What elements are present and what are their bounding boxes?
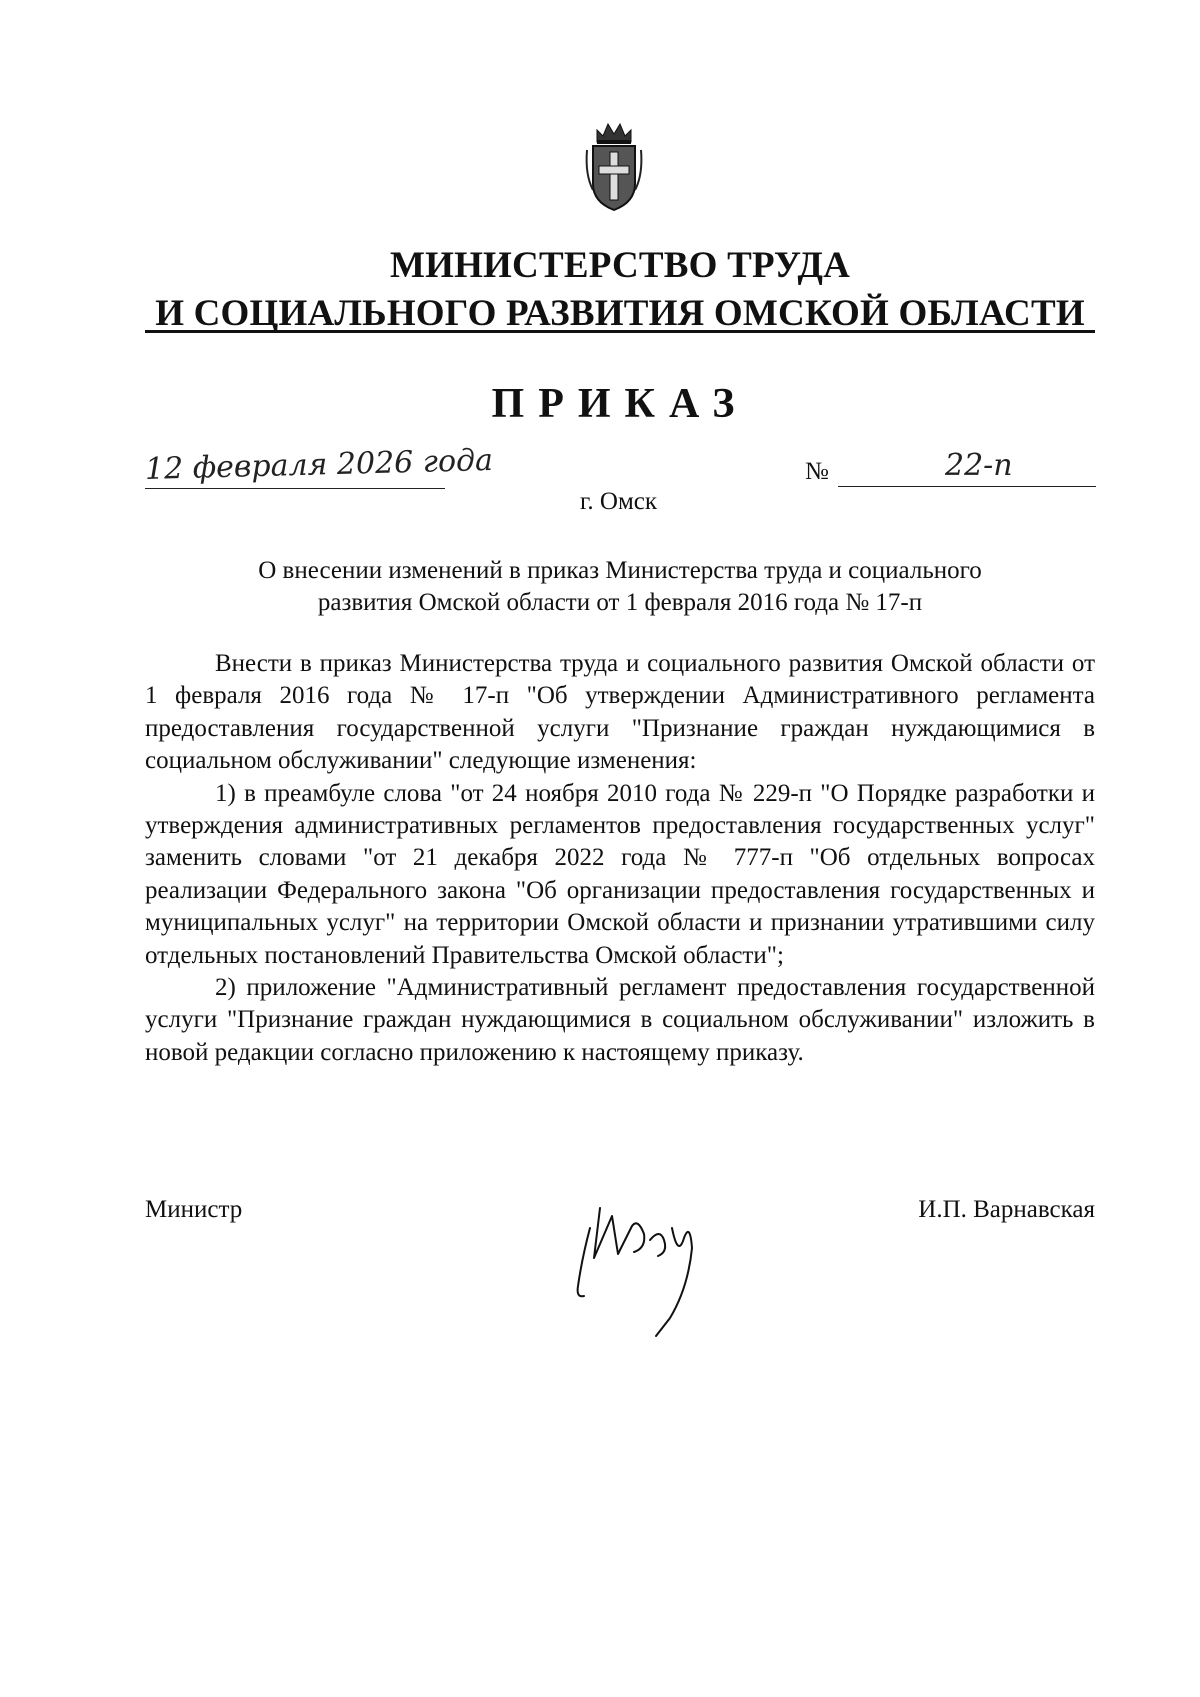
body-paragraph: Внести в приказ Министерства труда и социального развития Омской области от 1 февраля 2016 года № 17-п "Об утверждении Административного регламента предоставления государственной услуги "Признание граждан нуждающимися в социальном обслуживании" следующие изменения: <box>145 650 1095 775</box>
document-body <box>145 648 1095 1069</box>
signer-title: Министр <box>145 1196 243 1223</box>
subject-line-2: развития Омской области от 1 февраля 2016 года № 17-п <box>317 589 923 616</box>
document-subject <box>190 555 1050 619</box>
handwritten-number: 22-п <box>945 448 1013 483</box>
handwritten-date: 12 февраля 2026 года <box>144 442 494 487</box>
body-paragraph: 1) в преамбуле слова "от 24 ноября 2010 года № 229-п "О Порядке разработки и утверждения административных регламентов предоставления государственных услуг" заменить словами "от 21 декабря 2022 года № 777-п "Об отдельных вопросах реализации Федерального закона "Об организации предоставления государственных и муниципальных услуг" на территории Омской области и признании утратившими силу отдельных постановлений Правительства Омской области"; <box>145 779 1095 969</box>
date-underline <box>145 488 445 489</box>
header-divider <box>145 330 1095 333</box>
number-underline <box>838 486 1096 487</box>
number-label: № <box>805 458 829 485</box>
body-paragraph: 2) приложение "Административный регламент предоставления государственной услуги "Признание граждан нуждающимися в социальном обслуживании" изложить в новой редакции согласно приложению к настоящему приказу. <box>145 974 1095 1066</box>
handwritten-signature-icon <box>560 1168 730 1338</box>
subject-line-1: О внесении изменений в приказ Министерства труда и социального <box>258 557 982 584</box>
city: г. Омск <box>580 488 658 515</box>
signer-name: И.П. Варнавская <box>918 1196 1095 1223</box>
document-type-title: ПРИКАЗ <box>491 381 749 427</box>
ministry-line-1: МИНИСТЕРСТВО ТРУДА <box>389 245 851 286</box>
coat-of-arms-icon <box>583 120 645 212</box>
ministry-name <box>145 242 1095 338</box>
ministry-line-2: И СОЦИАЛЬНОГО РАЗВИТИЯ ОМСКОЙ ОБЛАСТИ <box>155 293 1085 334</box>
